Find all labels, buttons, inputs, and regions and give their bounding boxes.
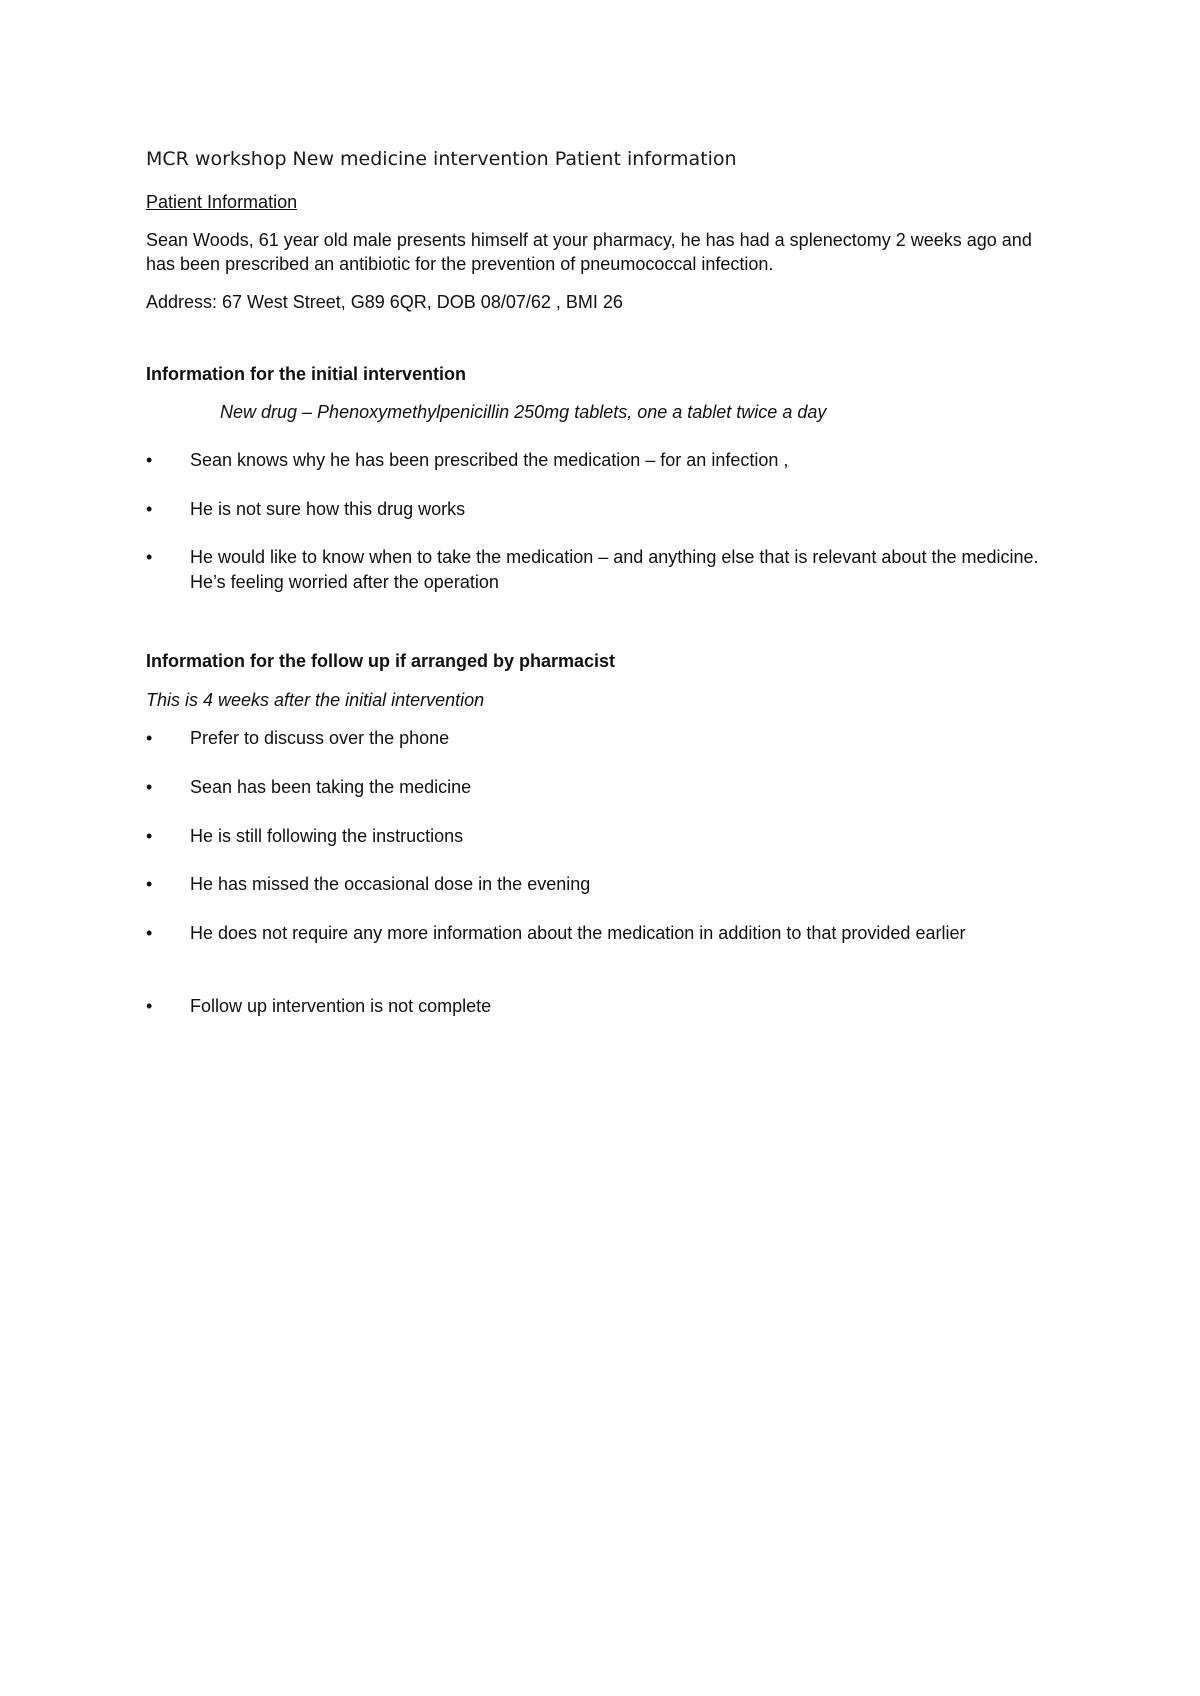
bullet-icon: • — [146, 547, 153, 567]
bullet-icon: • — [146, 728, 153, 748]
bullet-text: Prefer to discuss over the phone — [190, 728, 450, 748]
bullet-text: He would like to know when to take the medication – and anything else that is relevant about the medicine. — [190, 547, 1039, 567]
bullet-text: He does not require any more information about the medication in addition to that provided earlier — [190, 923, 966, 943]
bullet-text: He is not sure how this drug works — [190, 499, 466, 519]
bullet-text: Sean has been taking the medicine — [190, 777, 472, 797]
new-drug-line: New drug – Phenoxymethylpenicillin 250mg tablets, one a tablet twice a day — [220, 402, 827, 422]
bullet-text: Sean knows why he has been prescribed the medication – for an infection , — [190, 450, 789, 470]
patient-info-heading: Patient Information — [146, 192, 298, 212]
patient-description-line-2: has been prescribed an antibiotic for the prevention of pneumococcal infection. — [146, 254, 774, 274]
bullet-icon: • — [146, 450, 153, 470]
patient-description-line-1: Sean Woods, 61 year old male presents himself at your pharmacy, he has had a splenectomy 2 weeks ago and — [146, 230, 1032, 250]
patient-address: Address: 67 West Street, G89 6QR, DOB 08/07/62 , BMI 26 — [146, 292, 623, 312]
bullet-text: He has missed the occasional dose in the evening — [190, 874, 591, 894]
initial-intervention-heading: Information for the initial intervention — [146, 364, 467, 384]
bullet-continuation: He’s feeling worried after the operation — [190, 572, 499, 592]
bullet-icon: • — [146, 874, 153, 894]
bullet-icon: • — [146, 777, 153, 797]
bullet-icon: • — [146, 923, 153, 943]
bullet-icon: • — [146, 826, 153, 846]
bullet-icon: • — [146, 996, 153, 1016]
bullet-icon: • — [146, 499, 153, 519]
bullet-text: He is still following the instructions — [190, 826, 464, 846]
followup-heading: Information for the follow up if arranged by pharmacist — [146, 651, 616, 671]
bullet-text: Follow up intervention is not complete — [190, 996, 492, 1016]
followup-subtitle: This is 4 weeks after the initial intervention — [146, 690, 485, 710]
document-title: MCR workshop New medicine intervention Patient information — [146, 148, 737, 170]
